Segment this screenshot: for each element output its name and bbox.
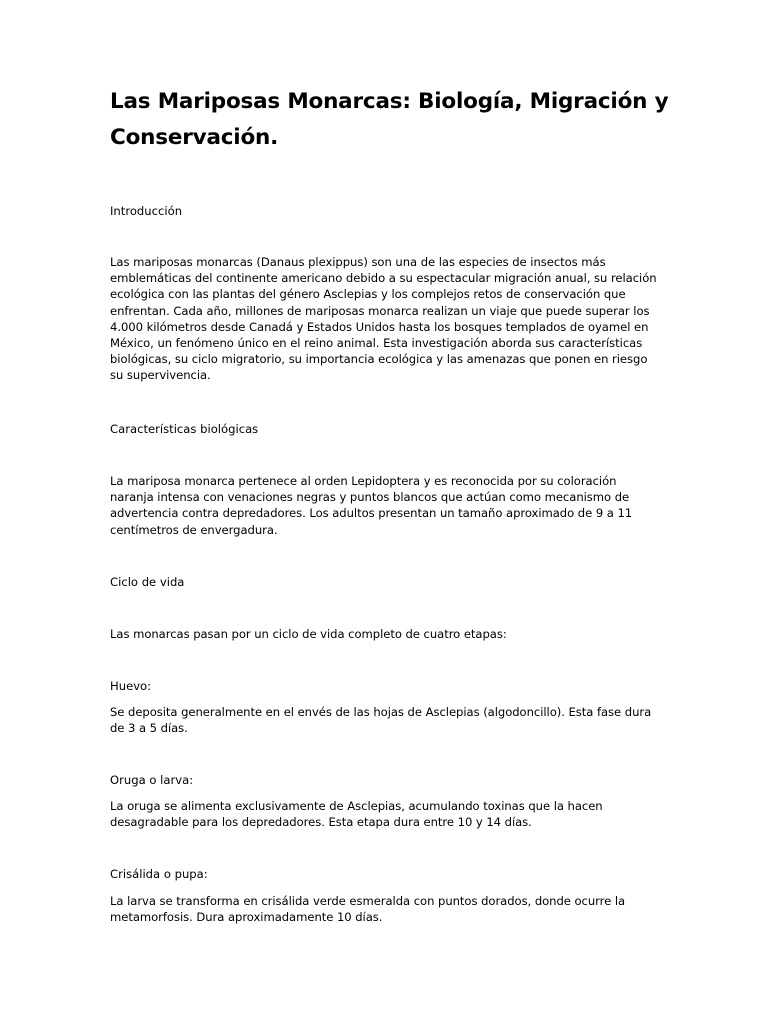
document-title: Las Mariposas Monarcas: Biología, Migración y Conservación. xyxy=(110,89,669,150)
subheading-oruga: Oruga o larva: xyxy=(110,773,194,787)
paragraph-huevo: Se deposita generalmente en el envés de las hojas de Asclepias (algodoncillo). Esta fase dura de 3 a 5 días. xyxy=(110,705,652,736)
paragraph-oruga: La oruga se alimenta exclusivamente de Asclepias, acumulando toxinas que la hacen desagradable para los depredadores. Esta etapa dura entre 10 y 14 días. xyxy=(110,799,603,830)
section-heading-caracteristicas: Características biológicas xyxy=(110,422,259,436)
paragraph-introduccion: Las mariposas monarcas (Danaus plexippus) son una de las especies de insectos más emblemáticas del continente americano debido a su espectacular migración anual, su relación ecológica con las plantas del género Asclepias y los complejos retos de conservación que enfrentan. Cada año, millones de mariposas monarca realizan un viaje que puede superar los 4.000 kilómetros desde Canadá y Estados Unidos hasta los bosques templados de oyamel en México, un fenómeno único en el reino animal. Esta investigación aborda sus características biológicas, su ciclo migratorio, su importancia ecológica y las amenazas que ponen en riesgo su supervivencia. xyxy=(110,255,657,383)
paragraph-caracteristicas: La mariposa monarca pertenece al orden Lepidoptera y es reconocida por su coloración naranja intensa con venaciones negras y puntos blancos que actúan como mecanismo de advertencia contra depredadores. Los adultos presentan un tamaño aproximado de 9 a 11 centímetros de envergadura. xyxy=(110,474,633,537)
subheading-crisalida: Crisálida o pupa: xyxy=(110,867,208,881)
section-heading-ciclo-de-vida: Ciclo de vida xyxy=(110,575,185,589)
paragraph-crisalida: La larva se transforma en crisálida verde esmeralda con puntos dorados, donde ocurre la metamorfosis. Dura aproximadamente 10 días. xyxy=(110,894,626,925)
subheading-huevo: Huevo: xyxy=(110,679,152,693)
paragraph-ciclo-intro: Las monarcas pasan por un ciclo de vida completo de cuatro etapas: xyxy=(110,627,507,641)
section-heading-introduccion: Introducción xyxy=(110,204,183,218)
